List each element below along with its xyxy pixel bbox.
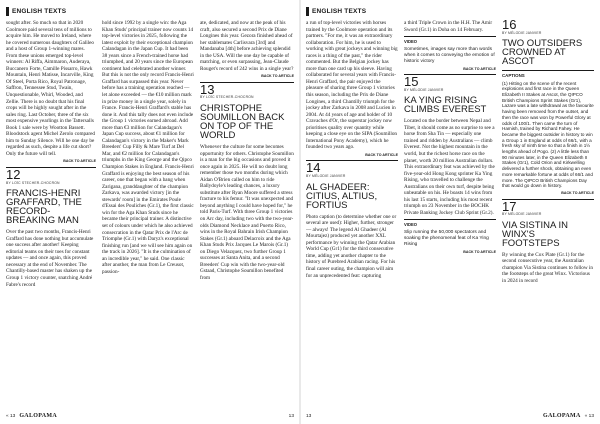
section-headline: FRANCIS-HENRI GRAFFARD, THE RECORD-BREAKING MAN (6, 188, 82, 227)
section-number: 12 (6, 167, 21, 183)
section-number: 13 (200, 81, 215, 97)
col1-text: a run of top-level victories with horses trained by the Coolmore operation and its partners. "For me, it was an extraordinary collaboration. For him, he is used to working with great jockeys and winning big races is a thing of the past," the rider commented. But the Belgian jockey has more than one card up his sleeve. Having collaborated for several years with Francis-Henri Graffard, the pair enjoyed the pleasure of sharing three Group 1 victories this season, including the Prix de Diane Longines, a third Chantilly triumph for the jockey after Zarkava in 2008 and Lucien in 2004. At 44 years of age and holder of 10 Cravaches d'Or, the superstar jockey now prioritises quality over quantity while keeping a close eye on the SIPA (Soumillon International Pony Academy), which he founded two years ago. (306, 20, 398, 151)
left-header (6, 6, 66, 16)
captions-box (502, 70, 594, 189)
section-number: 17 (502, 198, 517, 214)
captions-label: CAPTIONS (502, 73, 525, 79)
header-marker (306, 7, 309, 16)
right-col-2 (404, 20, 496, 410)
video-label: VIDEO (404, 222, 418, 228)
left-footer (6, 411, 294, 421)
col2-text: hold since 1992 by a single win: the Aga Khan Studs' principal trainer now counts 14 top-level victories in 2025, following the latest exploit by their exceptional champion Calandagan in the Japan Cup. It had been 38 years since a French-trained horse had triumphed, and 20 years since the European continent had celebrated another winner. But this is not the only record Francis-Henri Graffard has surpassed this year. Never before has a training operation reached — let alone exceeded — the €10 million mark in prize money in a single year, solely in France. Francis-Henri Graffard's stable has done it. And this tally does not even include the Group 1 victories earned abroad. Add more than €3 million for Calandagan's Japan Cup success, about €1 million for Calandagan's victory in the Maker's Mark Breeders' Cup Filly & Mare Turf at Del Mar, and €2 million for Calandagan's triumphs in the King George and the Qipco Champion Stakes in England. Francis-Henri Graffard is enjoying the best season of his career, one that began with a bang when Zarigana, granddaughter of the champion Zarkava, was awarded victory [in the stewards' room] in the Emirates Poule d'Essai des Pouliches (Gr.1), the first classic win for the Aga Khan Studs since he became their principal trainer. A distinctive set of colours under which he also achieved consecration in the Qatar Prix de l'Arc de Triomphe (Gr.1) with Daryz's exceptional finishing run [and we will see him again on the track in 2026]. "It is the culmination of an incredible year," he said. One classic after another, the man from Le Creusot, passion- (102, 20, 194, 275)
left-header-title: ENGLISH TEXTS (12, 7, 67, 15)
page-number: « 13 (6, 413, 16, 419)
right-header (306, 6, 366, 16)
section-number: 16 (502, 20, 517, 32)
video-label: VIDEO (404, 39, 418, 45)
back-to-article-link[interactable]: BACK TO ARTICLE (365, 152, 398, 157)
back-to-article-link[interactable]: BACK TO ARTICLE (561, 191, 594, 195)
right-header-title: ENGLISH TEXTS (312, 7, 367, 15)
right-footer (306, 411, 594, 421)
video-caption: Slip running the 50,000 spectators and soaking the phenomenal feat of Ka Ying Rising (404, 230, 489, 248)
byline: BY MÉLODIE JANVIER (502, 212, 542, 217)
video-box[interactable] (404, 36, 496, 65)
section-body: Whenever the culture for some becomes opportunity for others. Christophe Soumillon is a man for the big occasions and proved it once again in 2025. He will no doubt long remember those two months during which Aidan O'Brien called on him to ride Ballydoyle's leading chances, a luxury substitute after Ryan Moore suffered a stress fracture to his femur. "It was unexpected and beyond anything I could have hoped for," he told Paris-Turf. With three Group 1 victories on Arc day, including two with the two-year-olds Diamond Necklace and Puerto Rico, wins in the Royal Bahrain Irish Champion Stakes (Gr.1) aboard Delacroix and the Aga Khan Studs Prix Jacques Le Marois (Gr.1) on Diego Velazquez, two further Group 1 successes at Santa Anita, and a second Breeders' Cup win with the two-year-old Gstaad, Christophe Soumillon benefited from (200, 144, 294, 281)
col3-text: ate, dedicated, and now at the peak of his craft, also secured a second Prix de Diane Longines this year. Gezora finished ahead of her stablemates Carlisvara [3rd] and Mandanaba [4th] before achieving splendid in the USA. Will the one day be capable of matching, or even surpassing, Jean-Claude Rouget's record of 242 wins in a single year? (200, 20, 294, 72)
byline: BY MÉLODIE JANVIER (404, 87, 444, 92)
right-col-1 (306, 20, 398, 410)
left-col-2 (102, 20, 194, 410)
back-to-article-link[interactable]: BACK TO ARTICLE (463, 66, 496, 71)
left-col-3 (200, 20, 294, 410)
video-caption: Sometimes, images say more than words when it comes to conveying the emotion of historic victory (404, 46, 495, 64)
divider (200, 82, 294, 83)
section-body: By winning the Cox Plate (Gr.1) for the second consecutive year, the Australian champion Via Sistina continues to follow in the footsteps of the great Winx. Victorious in 2024 in record (502, 251, 593, 284)
section-headline: AL GHADEER: CITIUS, ALTIUS, FORTIUS (306, 181, 378, 211)
page-number: 13 (288, 413, 294, 419)
magazine-logo: GALOPAMA (19, 413, 57, 419)
col2-text: a third Triple Crown in the H.H. The Amir Sword (Gr.1) in Doha on 14 February. (404, 20, 493, 33)
left-col-1 (6, 20, 96, 410)
section-number: 15 (404, 74, 419, 90)
right-col-3 (502, 20, 594, 410)
section-headline: VIA SISTINA IN WINX'S FOOTSTEPS (502, 219, 568, 249)
right-page (300, 0, 600, 424)
header-marker (6, 7, 9, 16)
magazine-logo: GALOPAMA (543, 413, 581, 419)
section-headline: CHRISTOPHE SOUMILLON BACK ON TOP OF THE WORLD (200, 103, 285, 142)
section-body: Located on the border between Nepal and Tibet, it should come as no surprise to see a horse from Sha Tin — especially one trained and ridden by Australians — climb Everest. Not the highest mountain in the world, but the richest horse race on the planet, worth 20 million Australian dollars. This extraordinary feat was achieved by the five-year-old Hong Kong sprinter Ka Ying Rising, who travelled to challenge the Australians on their own turf, despite being unbeatable on his. He boasts 14 wins from his last 15 starts, including his most recent triumph on 23 November in the BOCHK Private Banking Jockey Club Sprint (Gr.2). (404, 118, 495, 216)
byline: BY LOÏC STECHER-CHOCRON (6, 180, 60, 185)
section-body: Over the past two months, Francis-Henri Graffard has done nothing but accumulate one success after another! Keeping editorial teams on their toes for constant updates — and once again, this proved necessary at the end of November. The Chantilly-based master has shaken up the Group 1 victory counter, snatching André Fabre's record (6, 229, 94, 288)
col1-text: sought after. So much so that in 2020 Coolmore paid several tens of millions to acquire him. He moved to Ireland, where he covered numerous daughters of Galileo and a host of Group 1-winning mares. From these unions emerged top-level winners: Al Riffa, Aimmaron, Auderaya, Buccanero Forte, Camille Pissarro, Hawk Mountain, Henri Matisse, Incarville, King Of Steel, Porta Rico, Royal Patronage, Saffron, Tennessee Stud, Twain, Unquestionable, Whirl, Wooded, and Zellie. There is no doubt that his final crops will be highly sought after in the sales ring. Last October, three of the six most expensive yearlings in the Tattersalls Book 1 sale were by Wootton Bassett. Bloodstock agent Michel Zerolo compared him to Sunday Silence. Will he one day be regarded as such, despite a life cut short? Only the future will tell. (6, 20, 96, 157)
section-number: 14 (306, 160, 321, 176)
byline: BY MÉLODIE JANVIER (502, 30, 542, 35)
section-body: Photo caption (to determine whether one or several are used): Higher, further, stronger — always! The legend Al Ghadeer (Al Mourtajez) produced yet another XXL performance by winning the Qatar Arabian World Cup (Gr1) for the third consecutive time, adding yet another chapter to the history of Purebred Arabian racing. For his final career outing, the champion will aim for an unprecedented feat: capturing (306, 213, 397, 279)
video-box[interactable] (404, 219, 496, 248)
section-headline: TWO OUTSIDERS CROWNED AT ASCOT (502, 38, 583, 68)
captions-text: (1) Hitting on the scene of the recent explosions and first race in the Queen Elizabeth II Stakes at Ascot, the QIPCO British Champions Sprint Stakes (Gr1), Lazare was a late withdrawal as the favourite having been removed from the outset, and then the race was won by Powerful Glory at odds of 100/1. Then came the turn of Hamish, trained by Richard Fahey. He became the biggest outsider in history to win a Group 1 in England at odds of 66/1, with a fresh sky of ninth time so that a finish in 1½ lengths ahead of Pogo. (2) A little less than 90 minutes later, in the Queen Elizabeth II Stakes (Gr1), Cold Orion and Kirkwelling delivered a further shock, obtaining an even more remarkable fortune at odds of 66/1 and more. The QIPCO British Champions Day that would go down in history. (502, 80, 594, 189)
page-number: « 13 (584, 413, 594, 419)
back-to-article-link[interactable]: BACK TO ARTICLE (63, 159, 96, 164)
byline: BY MÉLODIE JANVIER (306, 174, 346, 179)
byline: BY LOÏC STECHER-CHOCRON (200, 95, 254, 100)
section-headline: KA YING RISING CLIMBS EVEREST (404, 95, 487, 116)
back-to-article-link[interactable]: BACK TO ARTICLE (463, 250, 496, 255)
back-to-article-link[interactable]: BACK TO ARTICLE (261, 74, 294, 79)
page-number: 13 (306, 413, 312, 419)
